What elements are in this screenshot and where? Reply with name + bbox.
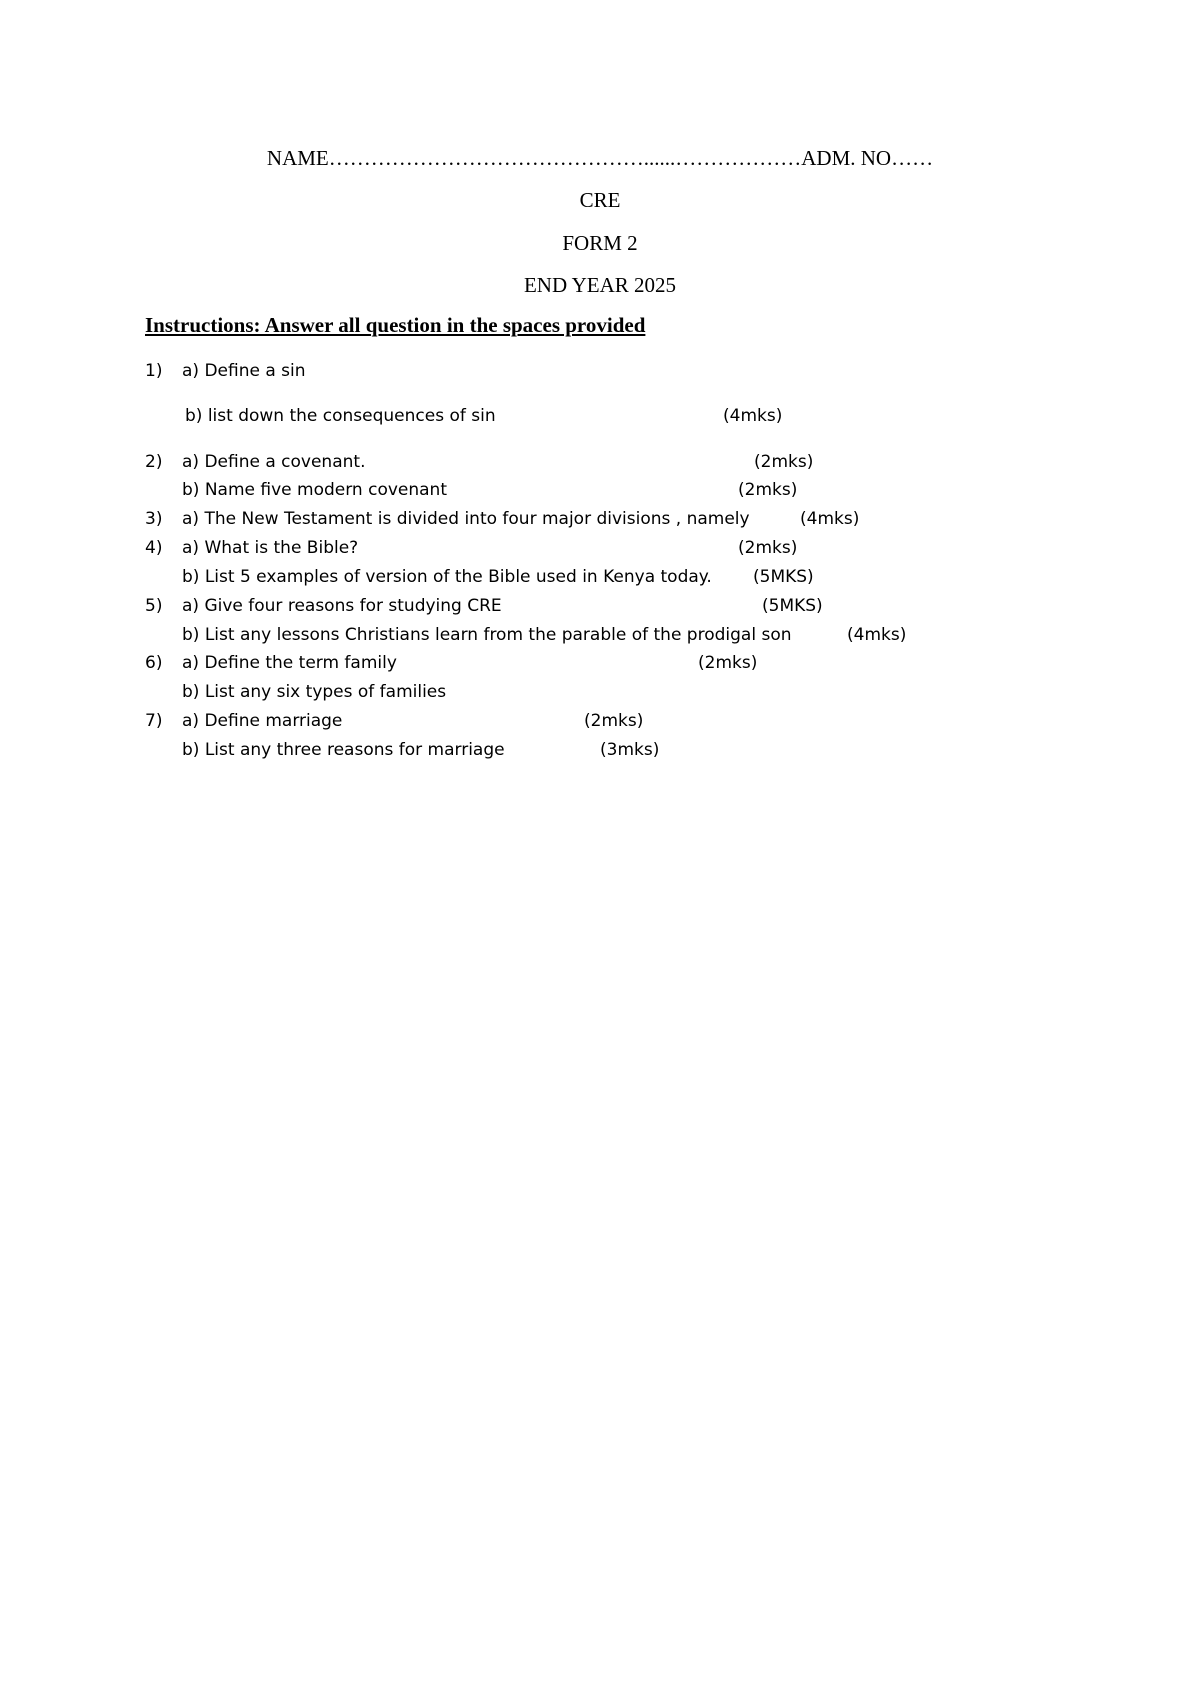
question-row <box>0 509 1200 535</box>
subject-title: CRE <box>579 188 621 212</box>
question-text: a) The New Testament is divided into four major divisions , namely <box>182 509 750 529</box>
question-text: a) Define a covenant. <box>182 452 366 472</box>
question-text: b) list down the consequences of sin <box>185 406 496 426</box>
question-text: a) What is the Bible? <box>182 538 359 558</box>
question-text: a) Define marriage <box>182 711 343 731</box>
question-row <box>0 740 1200 766</box>
question-text: b) List any lessons Christians learn from the parable of the prodigal son <box>182 625 792 645</box>
question-number: 3) <box>145 509 163 529</box>
question-marks: (3mks) <box>600 740 660 760</box>
question-row <box>0 406 1200 432</box>
question-row <box>0 452 1200 478</box>
question-number: 5) <box>145 596 163 616</box>
question-marks: (5MKS) <box>753 567 814 587</box>
exam-title: END YEAR 2025 <box>523 273 677 297</box>
question-text: b) List 5 examples of version of the Bible used in Kenya today. <box>182 567 712 587</box>
instructions: Instructions: Answer all question in the spaces provided <box>145 313 646 337</box>
question-row <box>0 625 1200 651</box>
question-row <box>0 361 1200 387</box>
question-number: 4) <box>145 538 163 558</box>
question-number: 6) <box>145 653 163 673</box>
question-marks: (4mks) <box>800 509 860 529</box>
question-marks: (2mks) <box>584 711 644 731</box>
question-marks: (4mks) <box>723 406 783 426</box>
name-adm-line: NAME………………………………………......………………ADM. NO…… <box>266 146 934 170</box>
question-text: a) Define the term family <box>182 653 397 673</box>
question-number: 2) <box>145 452 163 472</box>
question-text: b) List any three reasons for marriage <box>182 740 505 760</box>
form-title: FORM 2 <box>562 231 638 255</box>
question-row <box>0 682 1200 708</box>
question-text: a) Define a sin <box>182 361 306 381</box>
question-text: b) Name five modern covenant <box>182 480 447 500</box>
question-row <box>0 711 1200 737</box>
question-marks: (2mks) <box>698 653 758 673</box>
question-row <box>0 596 1200 622</box>
question-row <box>0 653 1200 679</box>
question-marks: (2mks) <box>738 538 798 558</box>
question-text: b) List any six types of families <box>182 682 447 702</box>
question-row <box>0 480 1200 506</box>
question-marks: (2mks) <box>754 452 814 472</box>
question-number: 7) <box>145 711 163 731</box>
question-row <box>0 538 1200 564</box>
question-marks: (5MKS) <box>762 596 823 616</box>
question-marks: (4mks) <box>847 625 907 645</box>
question-marks: (2mks) <box>738 480 798 500</box>
question-row <box>0 567 1200 593</box>
question-text: a) Give four reasons for studying CRE <box>182 596 502 616</box>
question-number: 1) <box>145 361 163 381</box>
